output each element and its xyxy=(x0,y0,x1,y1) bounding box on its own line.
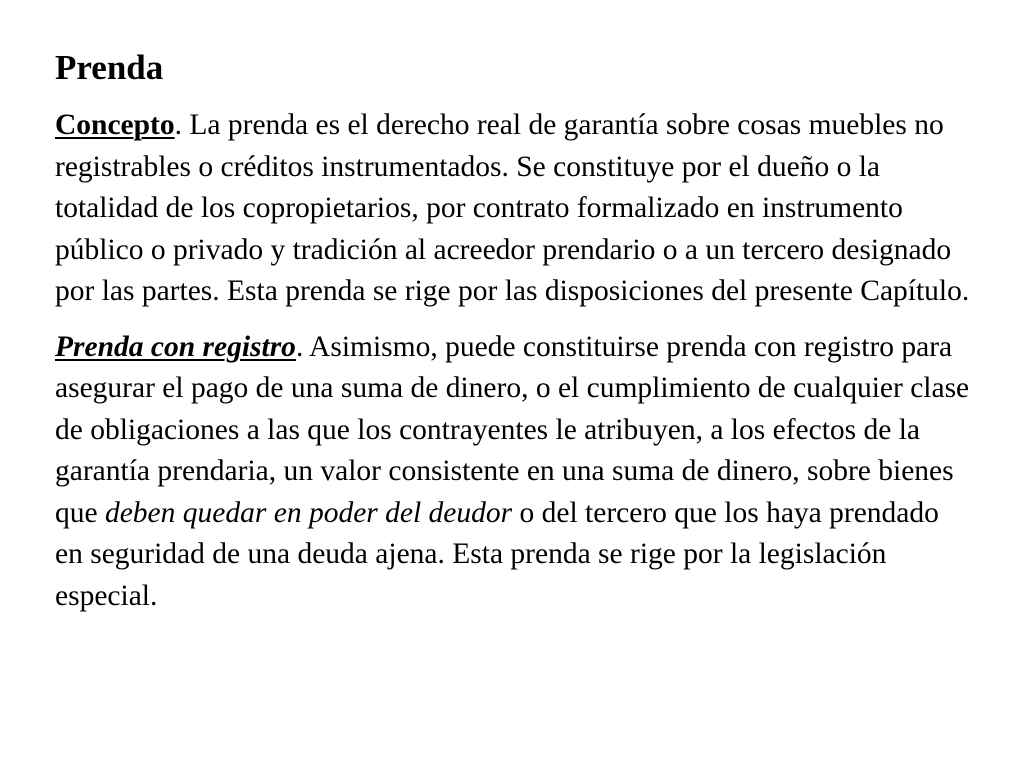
slide-content xyxy=(55,44,970,617)
paragraph-registro-text-before: . Asimismo, puede constituirse prenda con registro para asegurar el pago de una suma de dinero, o el cumplimiento de cualquier clase de obligaciones a las que los contrayentes le atribuyen, a los efectos de la garantía prendaria, un valor consistente en una suma de dinero, sobre bienes que xyxy=(55,330,970,529)
paragraph-concepto xyxy=(55,105,970,313)
paragraph-registro-text-after: o del tercero que los haya prendado en seguridad de una deuda ajena. Esta prenda se rige por la legislación especial. xyxy=(55,496,939,612)
paragraph-registro-emphasis: deben quedar en poder del deudor xyxy=(104,496,513,529)
page-title: Prenda xyxy=(55,48,164,87)
paragraph-concepto-text: . La prenda es el derecho real de garantía sobre cosas muebles no registrables o créditos instrumentados. Se constituye por el dueño o la totalidad de los copropietarios, por contrato formalizado en instrumento público o privado y tradición al acreedor prendario o a un tercero designado por las partes. Esta prenda se rige por las disposiciones del presente Capítulo. xyxy=(55,109,970,307)
paragraph-prenda-con-registro xyxy=(55,327,970,618)
term-concepto: Concepto xyxy=(55,109,175,141)
term-prenda-con-registro: Prenda con registro xyxy=(55,330,296,363)
